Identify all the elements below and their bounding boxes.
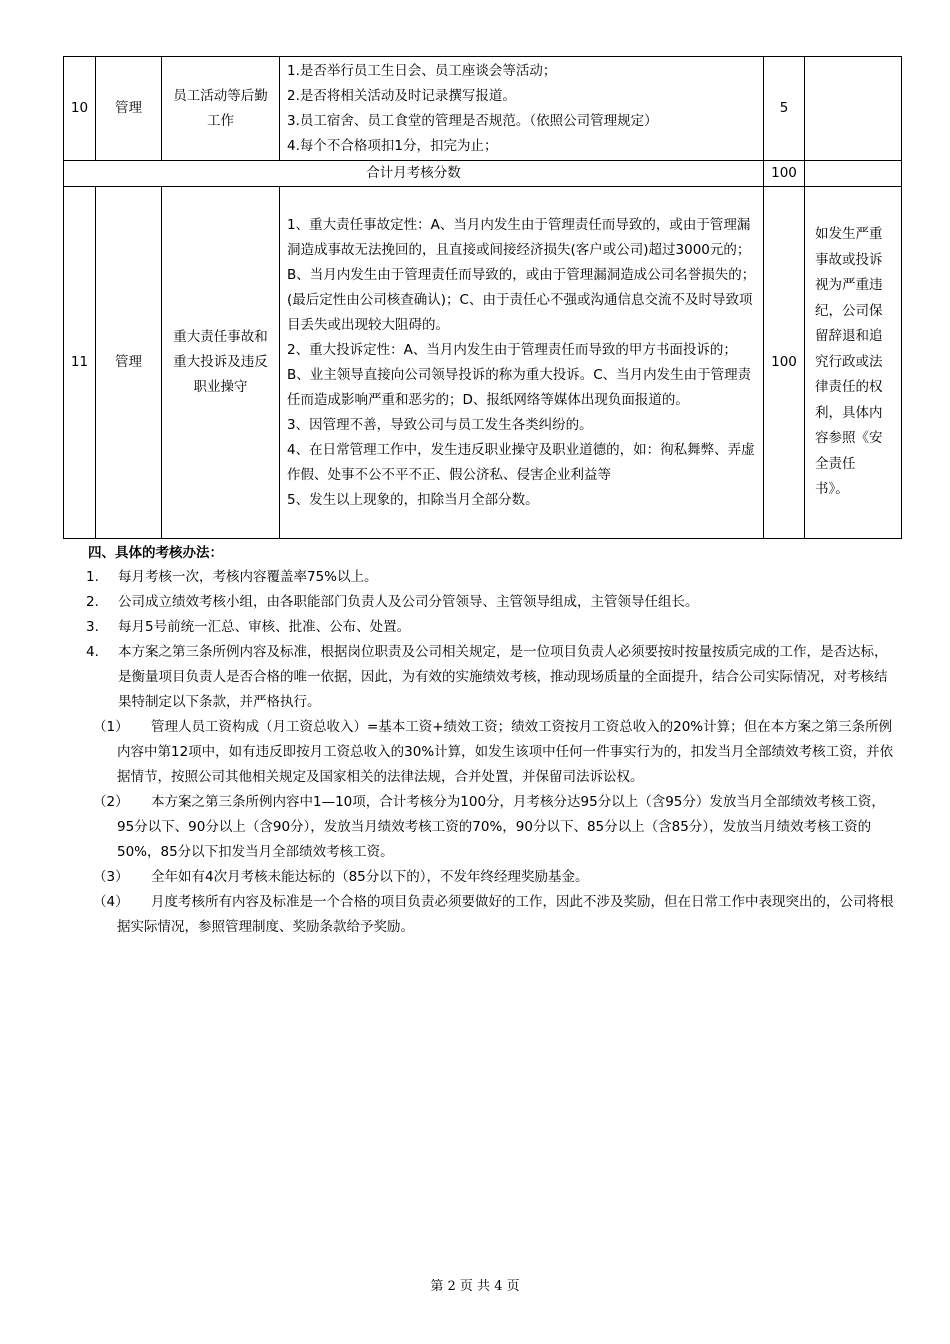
assessment-table — [63, 56, 902, 539]
sub-number: （2） — [93, 794, 129, 810]
list-text: 本方案之第三条所例内容及标准，根据岗位职责及公司相关规定，是一位项目负责人必须要按时按量按质完成的工作，是否达标，是衡量项目负责人是否合格的唯一依据，因此，为有效的实施绩效考核，推动现场质量的全面提升，结合公司实际情况，对考核结果特制定以下条款，并严格执行。 — [118, 644, 888, 710]
list-item — [60, 640, 900, 715]
criteria-line: 3、因管理不善，导致公司与员工发生各类纠纷的。 — [287, 416, 593, 433]
total-label: 合计月考核分数 — [64, 161, 764, 187]
score-cell: 5 — [764, 57, 805, 161]
sub-text: 本方案之第三条所例内容中1—10项，合计考核分为100分，月考核分达95分以上（含95分）发放当月全部绩效考核工资，95分以下、90分以上（含90分），发放当月绩效考核工资的70%，90分以下、85分以上（含85分），发放当月绩效考核工资的50%，85分以下扣发当月全部绩效考核工资。 — [117, 794, 885, 860]
sub-number: （3） — [93, 869, 129, 885]
sub-text: 管理人员工资构成（月工资总收入）=基本工资+绩效工资；绩效工资按月工资总收入的20%计算；但在本方案之第三条所例内容中第12项中，如有违反即按月工资总收入的30%计算，如发生该项中任何一件事实行为的，扣发当月全部绩效考核工资，并依据情节，按照公司其他相关规定及国家相关的法律法规，合并处置，并保留司法诉讼权。 — [117, 719, 894, 785]
total-remark — [805, 161, 902, 187]
section-heading: 四、具体的考核办法： — [88, 545, 223, 561]
sub-item — [60, 890, 900, 940]
list-item — [60, 615, 900, 640]
table-row — [64, 187, 902, 539]
list-number: 3. — [86, 619, 99, 635]
criteria-cell — [280, 187, 764, 539]
total-score: 100 — [764, 161, 805, 187]
criteria-line: 1.是否举行员工生日会、员工座谈会等活动； — [287, 62, 557, 79]
sub-item — [60, 790, 900, 865]
sub-text: 全年如有4次月考核未能达标的（85分以下的），不发年终经理奖励基金。 — [151, 869, 589, 885]
sub-item — [60, 715, 900, 790]
score-cell: 100 — [764, 187, 805, 539]
sub-item — [60, 865, 900, 890]
criteria-line: 4、在日常管理工作中，发生违反职业操守及职业道德的，如：徇私舞弊、弄虚作假、处事不公不平不正、假公济私、侵害企业利益等 — [287, 441, 755, 483]
page-footer: 第 2 页 共 4 页 — [430, 1279, 520, 1294]
list-number: 1. — [86, 569, 99, 585]
criteria-line: 4.每个不合格项扣1分，扣完为止； — [287, 137, 498, 154]
criteria-line: 1、重大责任事故定性：A、当月内发生由于管理责任而导致的，或由于管理漏洞造成事故无法挽回的，且直接或间接经济损失(客户或公司)超过3000元的；B、当月内发生由于管理责任而导致的，或由于管理漏洞造成公司名誉损失的；(最后定性由公司核查确认)；C、由于责任心不强或沟通信息交流不及时导致项目丢失或出现较大阻碍的。 — [287, 216, 756, 333]
assessment-method-section — [60, 541, 900, 940]
list-item — [60, 565, 900, 590]
row-number: 10 — [64, 57, 96, 161]
criteria-cell — [280, 57, 764, 161]
total-row — [64, 161, 902, 187]
sub-number: （4） — [93, 894, 129, 910]
sub-text: 月度考核所有内容及标准是一个合格的项目负责必须要做好的工作，因此不涉及奖励，但在日常工作中表现突出的，公司将根据实际情况，参照管理制度、奖励条款给予奖励。 — [117, 894, 894, 935]
department-cell: 管理 — [96, 187, 162, 539]
list-text: 每月5号前统一汇总、审核、批准、公布、处置。 — [118, 619, 411, 635]
remark-cell — [805, 57, 902, 161]
criteria-line: 2.是否将相关活动及时记录撰写报道。 — [287, 87, 516, 104]
list-number: 4. — [86, 644, 99, 660]
department-cell: 管理 — [96, 57, 162, 161]
list-text: 每月考核一次，考核内容覆盖率75%以上。 — [118, 569, 378, 585]
table-row — [64, 57, 902, 161]
criteria-line: 5、发生以上现象的，扣除当月全部分数。 — [287, 491, 539, 508]
criteria-line: 2、重大投诉定性：A、当月内发生由于管理责任而导致的甲方书面投诉的；B、业主领导直接向公司领导投诉的称为重大投诉。C、当月内发生由于管理责任而造成影响严重和恶劣的；D、报纸网络等媒体出现负面报道的。 — [287, 341, 752, 408]
criteria-line: 3.员工宿舍、员工食堂的管理是否规范。（依照公司管理规定） — [287, 112, 658, 129]
list-item — [60, 590, 900, 615]
remark-cell: 如发生严重事故或投诉视为严重违纪，公司保留辞退和追究行政或法律责任的权利，具体内容参照《安全责任书》。 — [805, 187, 902, 539]
category-cell: 员工活动等后勤工作 — [162, 57, 280, 161]
row-number: 11 — [64, 187, 96, 539]
list-number: 2. — [86, 594, 99, 610]
category-cell: 重大责任事故和重大投诉及违反职业操守 — [162, 187, 280, 539]
sub-number: （1） — [93, 719, 129, 735]
list-text: 公司成立绩效考核小组，由各职能部门负责人及公司分管领导、主管领导组成，主管领导任组长。 — [118, 594, 699, 610]
